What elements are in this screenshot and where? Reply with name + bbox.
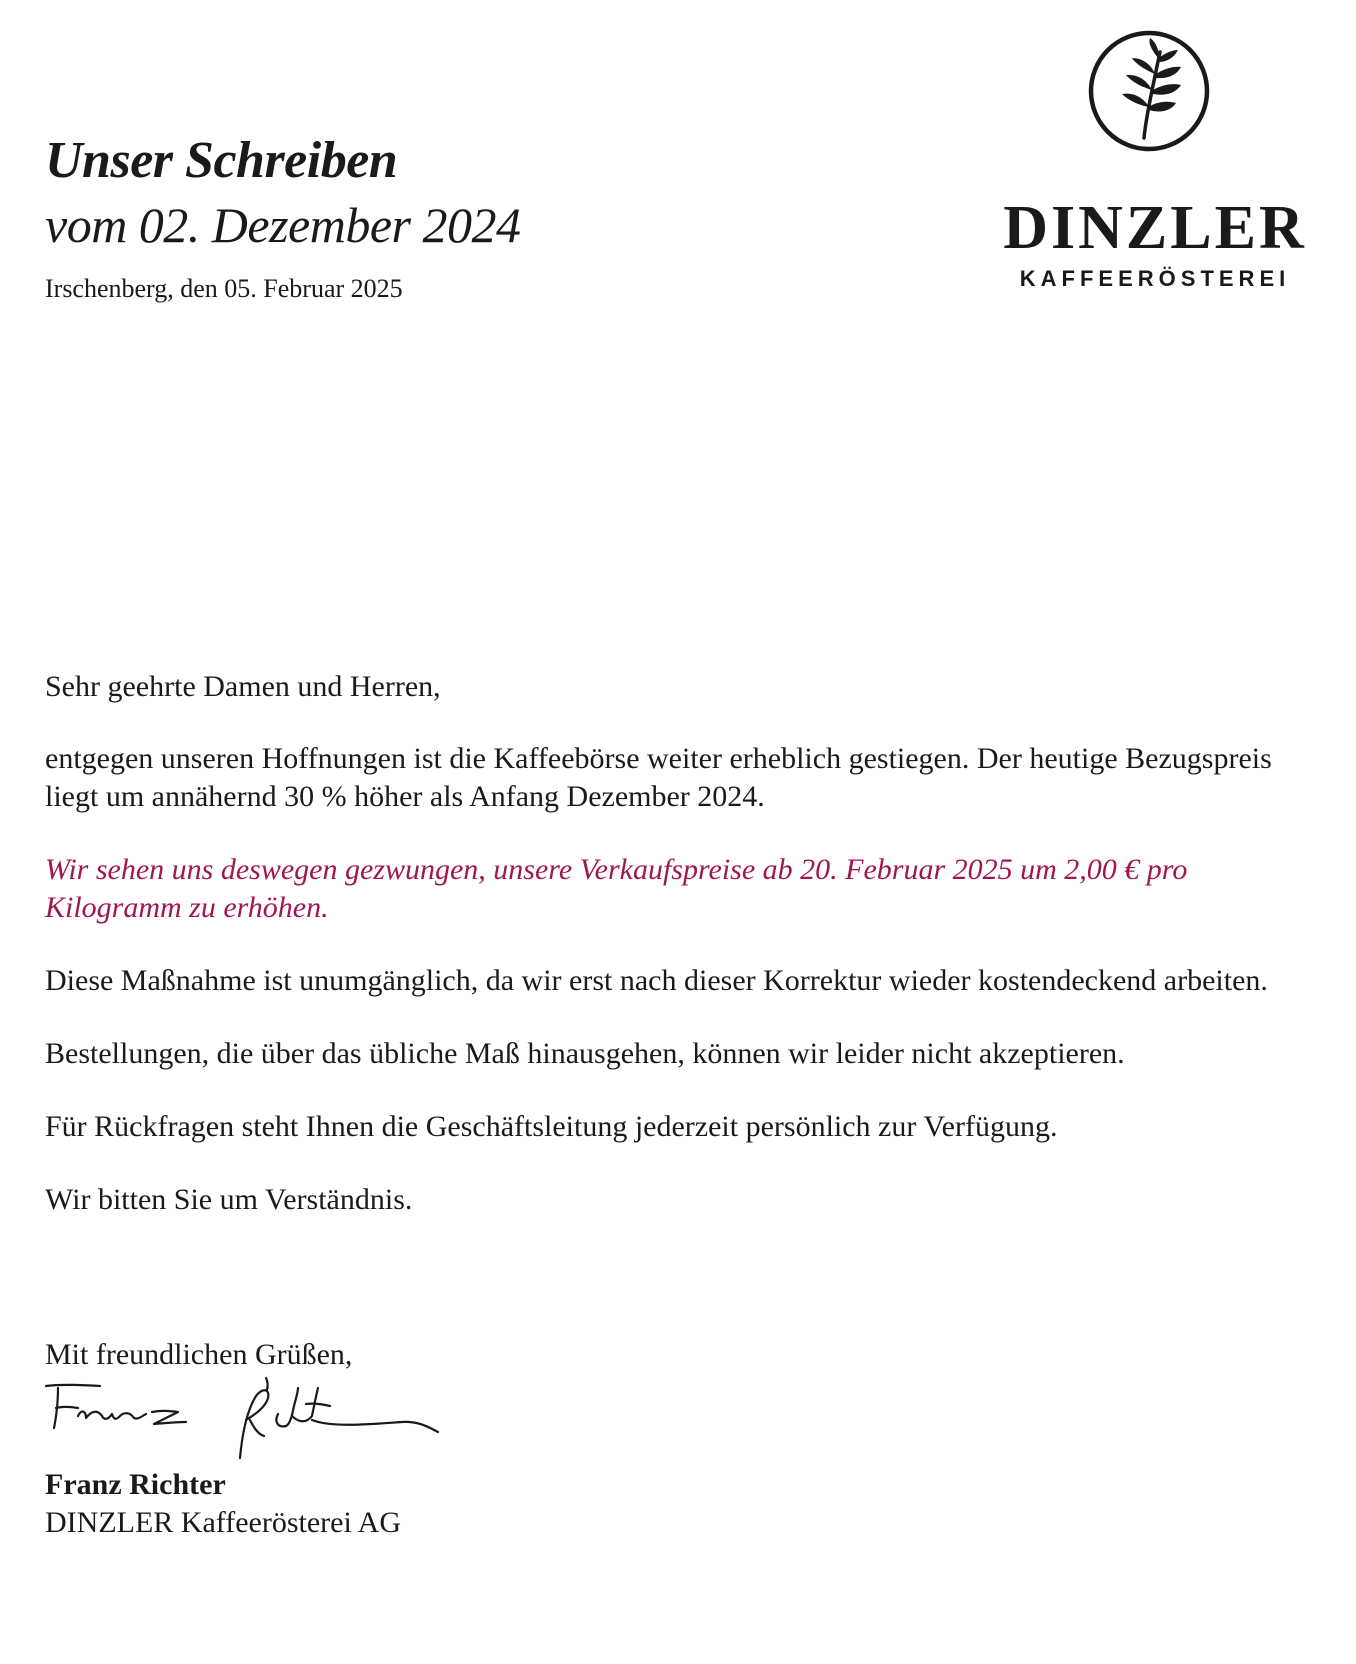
handwritten-signature	[42, 1376, 462, 1466]
paragraph-price-increase-reason: entgegen unseren Hoffnungen ist die Kaffeebörse weiter erheblich gestiegen. Der heutige Bezugspreis liegt um annähernd 30 % höher als Anfang Dezember 2024.	[45, 742, 1272, 813]
paragraph-understanding: Wir bitten Sie um Verständnis.	[45, 1183, 413, 1216]
reference-title: Unser Schreiben	[45, 132, 398, 189]
reference-date: vom 02. Dezember 2024	[45, 197, 521, 253]
paragraph-contact: Für Rückfragen steht Ihnen die Geschäftsleitung jederzeit persönlich zur Verfügung.	[45, 1110, 1058, 1143]
paragraph-necessity: Diese Maßnahme ist unumgänglich, da wir erst nach dieser Korrektur wieder kostendeckend arbeiten.	[45, 964, 1268, 997]
company-logo	[990, 28, 1320, 292]
salutation: Sehr geehrte Damen und Herren,	[45, 670, 441, 703]
logo-brand: DINZLER	[1003, 194, 1307, 262]
logo-subtitle: KAFFEERÖSTEREI	[1019, 266, 1291, 291]
closing: Mit freundlichen Grüßen,	[45, 1338, 353, 1371]
paragraph-order-limit: Bestellungen, die über das übliche Maß hinausgehen, können wir leider nicht akzeptieren.	[45, 1037, 1125, 1070]
coffee-plant-branch-icon	[1086, 28, 1212, 154]
paragraph-price-announcement: Wir sehen uns deswegen gezwungen, unsere Verkaufspreise ab 20. Februar 2025 um 2,00 € pro Kilogramm zu erhöhen.	[45, 853, 1188, 924]
signer-company: DINZLER Kaffeerösterei AG	[45, 1506, 401, 1539]
signer-name: Franz Richter	[45, 1468, 226, 1501]
letter-header	[45, 130, 665, 306]
place-and-date: Irschenberg, den 05. Februar 2025	[45, 274, 403, 303]
letter-body	[45, 668, 1315, 1254]
